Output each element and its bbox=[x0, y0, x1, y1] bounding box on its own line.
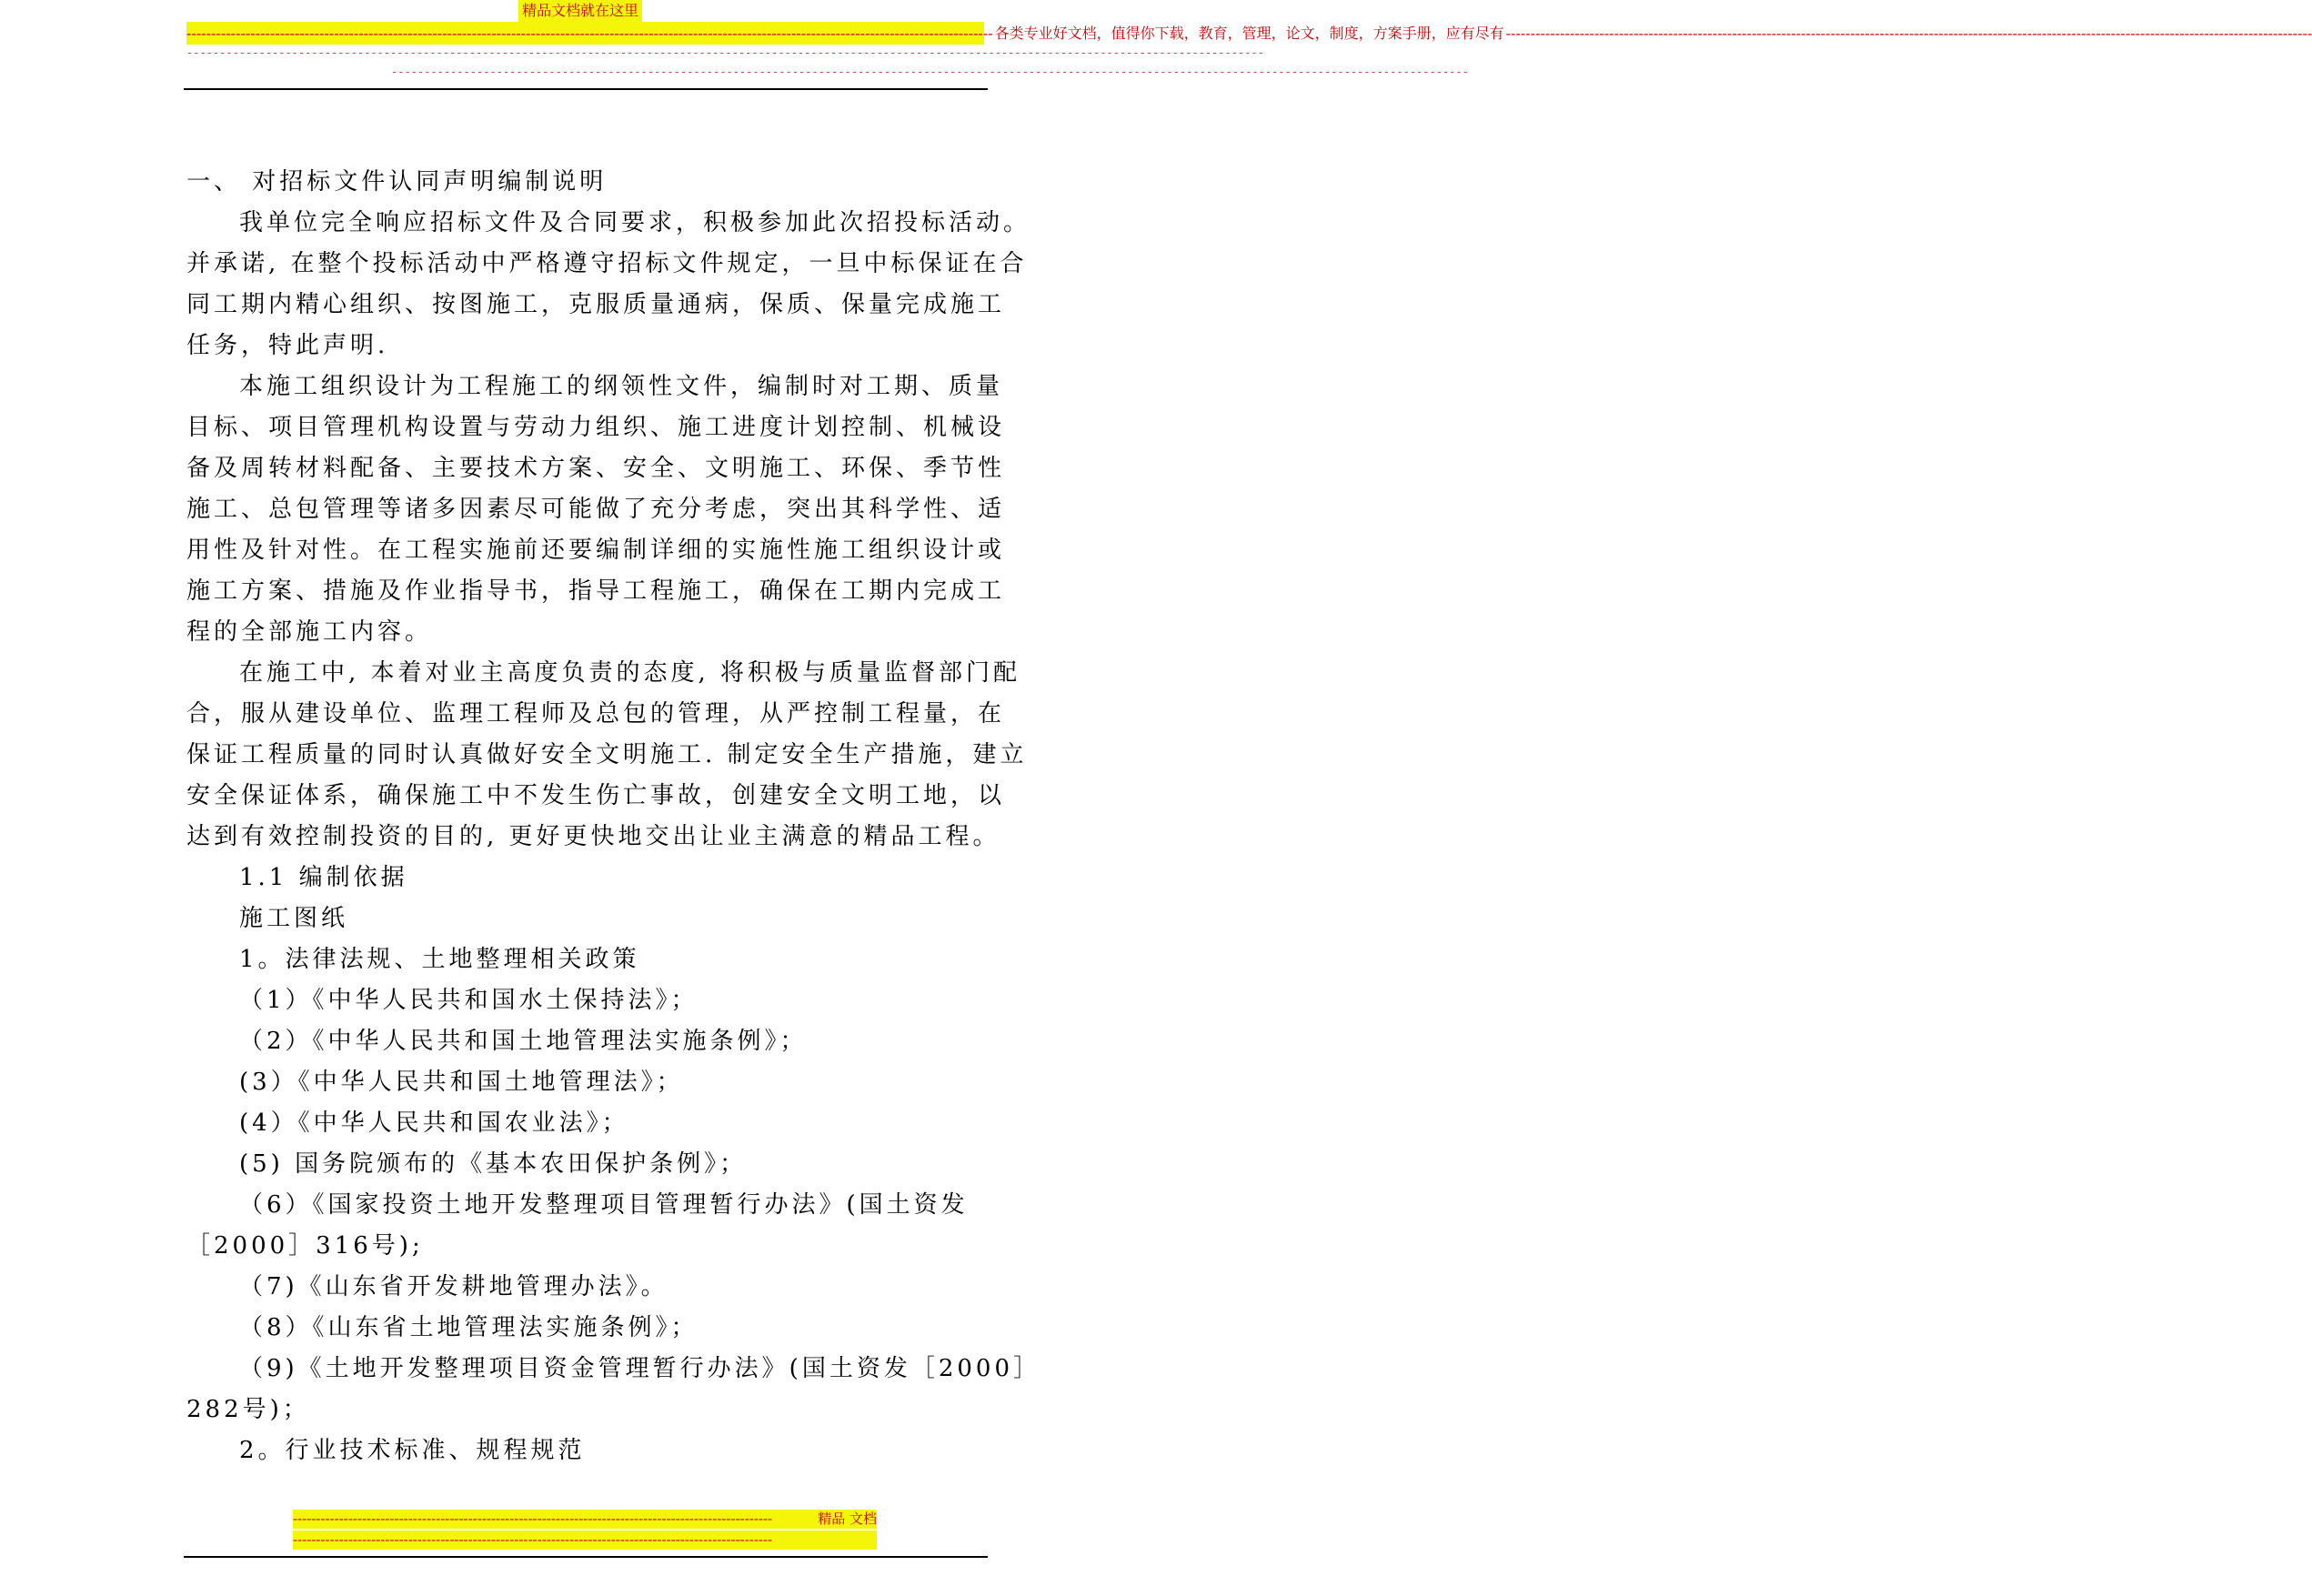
footer-label: 精品 文档 bbox=[818, 1511, 877, 1527]
document-body bbox=[186, 162, 1040, 1471]
header-dash-line-1: -------------------------------------------------------------------------------------------------------------------------------------------------------------------- bbox=[186, 46, 1264, 59]
paragraph-line: 程的全部施工内容。 bbox=[186, 618, 433, 646]
list-item: 2。行业技术标准、规程规范 bbox=[239, 1437, 586, 1464]
list-item: 1。法律法规、土地整理相关政策 bbox=[239, 946, 640, 973]
footer-dashes-2: -------------------------------------------------------------------------------------------------------- bbox=[293, 1531, 773, 1548]
paragraph-line: 备及周转材料配备、主要技术方案、安全、文明施工、环保、季节性 bbox=[186, 455, 1006, 482]
paragraph-line: 本施工组织设计为工程施工的纲领性文件，编制时对工期、质量 bbox=[239, 373, 1004, 400]
footer-dashes: -------------------------------------------------------------------------------------------------------- bbox=[293, 1511, 773, 1527]
paragraph-line: 安全保证体系，确保施工中不发生伤亡事故，创建安全文明工地，以 bbox=[186, 782, 1006, 809]
header-dashes-right: -------------------------------------------------------------------------------------------------------------------------------------------------------------------- bbox=[1505, 25, 2312, 42]
paragraph-line: 合，服从建设单位、监理工程师及总包的管理，从严控制工程量，在 bbox=[186, 700, 1006, 728]
list-item: （1）《中华人民共和国水土保持法》； bbox=[239, 987, 699, 1014]
header-banner-text: 各类专业好文档，值得你下载，教育，管理，论文，制度，方案手册，应有尽有 bbox=[994, 25, 1504, 42]
list-item: （2）《中华人民共和国土地管理法实施条例》； bbox=[239, 1028, 808, 1055]
list-item: （9)《土地开发整理项目资金管理暂行办法》(国土资发［2000］ bbox=[239, 1355, 1040, 1382]
paragraph-line: 我单位完全响应招标文件及合同要求，积极参加此次招投标活动。 bbox=[239, 209, 1031, 236]
paragraph-line: 保证工程质量的同时认真做好安全文明施工. 制定安全生产措施，建立 bbox=[186, 741, 1028, 768]
paragraph-line: 同工期内精心组织、按图施工，克服质量通病，保质、保量完成施工 bbox=[186, 291, 1006, 318]
paragraph-line: 任务，特此声明. bbox=[186, 332, 389, 359]
header-banner bbox=[186, 22, 2312, 45]
footer-rule bbox=[184, 1556, 988, 1558]
paragraph-line: 达到有效控制投资的目的, 更好更快地交出让业主满意的精品工程。 bbox=[186, 823, 1000, 850]
subsection-heading: 1.1 编制依据 bbox=[239, 864, 408, 891]
paragraph-line: 在施工中, 本着对业主高度负责的态度, 将积极与质量监督部门配 bbox=[239, 659, 1021, 687]
list-item-continuation: ［2000］316号); bbox=[186, 1232, 424, 1260]
list-item: (4）《中华人民共和国农业法》； bbox=[239, 1109, 629, 1137]
header-dashes-left: -------------------------------------------------------------------------------------------------------------------------------------------------------------------- bbox=[186, 25, 993, 42]
list-item: （6）《国家投资土地开发整理项目管理暂行办法》(国土资发 bbox=[239, 1191, 969, 1219]
paragraph-line: 施工方案、措施及作业指导书，指导工程施工，确保在工期内完成工 bbox=[186, 577, 1006, 605]
footer-banner-2 bbox=[293, 1531, 877, 1550]
list-item: 施工图纸 bbox=[239, 905, 349, 932]
list-item: (3）《中华人民共和国土地管理法》； bbox=[239, 1069, 684, 1096]
list-item: (5) 国务院颁布的《基本农田保护条例》； bbox=[239, 1150, 748, 1178]
footer-banner bbox=[293, 1510, 877, 1529]
header-banner-title: 精品文档就在这里 bbox=[518, 0, 642, 22]
paragraph-line: 并承诺, 在整个投标活动中严格遵守招标文件规定，一旦中标保证在合 bbox=[186, 250, 1028, 277]
paragraph-line: 用性及针对性。在工程实施前还要编制详细的实施性施工组织设计或 bbox=[186, 537, 1006, 564]
header-rule bbox=[184, 88, 988, 90]
list-item: （7)《山东省开发耕地管理办法》。 bbox=[239, 1273, 668, 1300]
header-dash-line-2: -------------------------------------------------------------------------------------------------------------------------------------------------------------------- bbox=[391, 65, 1469, 78]
list-item: （8）《山东省土地管理法实施条例》； bbox=[239, 1314, 699, 1341]
list-item-continuation: 282号)； bbox=[186, 1396, 310, 1423]
paragraph-line: 目标、项目管理机构设置与劳动力组织、施工进度计划控制、机械设 bbox=[186, 414, 1006, 441]
section-heading: 一、 对招标文件认同声明编制说明 bbox=[186, 168, 608, 196]
paragraph-line: 施工、总包管理等诸多因素尽可能做了充分考虑，突出其科学性、适 bbox=[186, 496, 1006, 523]
